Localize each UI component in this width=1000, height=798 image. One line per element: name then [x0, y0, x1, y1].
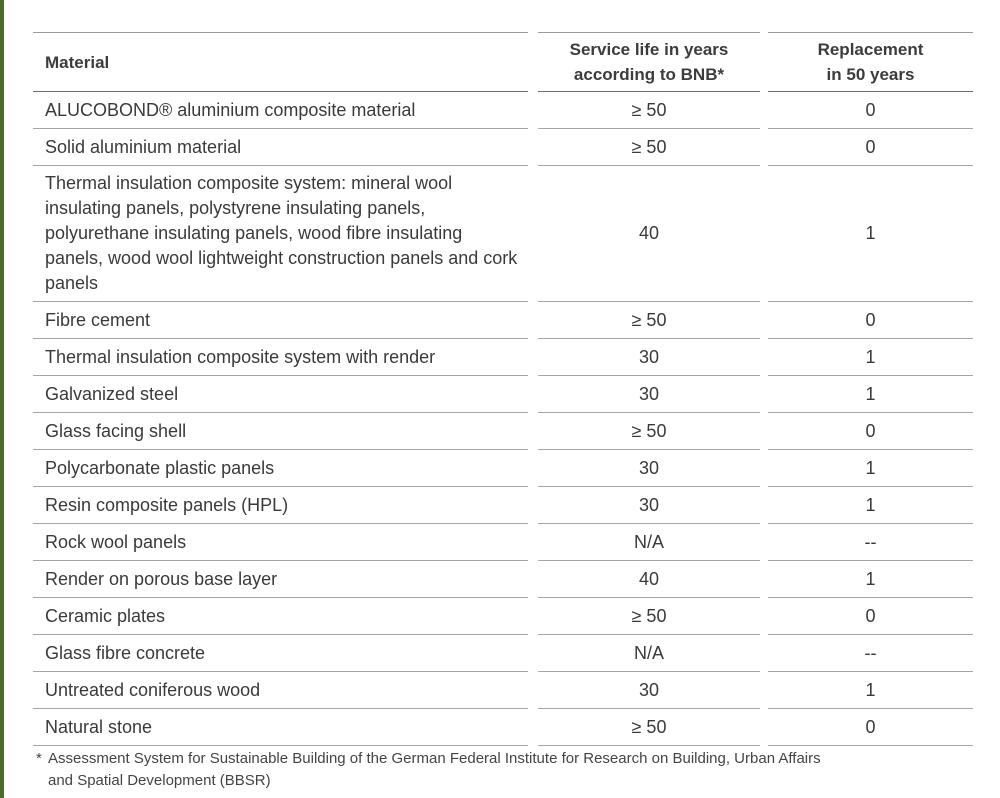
- table-header: [33, 32, 973, 92]
- replacement-cell: 1: [768, 672, 973, 709]
- replacement-cell: 1: [768, 450, 973, 487]
- table-row: [33, 302, 973, 339]
- header-replacement-line2: in 50 years: [826, 65, 915, 84]
- material-cell: Resin composite panels (HPL): [33, 487, 528, 524]
- table-row: [33, 166, 973, 302]
- replacement-cell: 1: [768, 339, 973, 376]
- replacement-cell: 0: [768, 129, 973, 166]
- service-life-cell: ≥ 50: [538, 92, 760, 129]
- header-material: [33, 32, 528, 92]
- service-life-cell: ≥ 50: [538, 302, 760, 339]
- service-life-cell: ≥ 50: [538, 709, 760, 746]
- replacement-cell: 1: [768, 166, 973, 302]
- table-row: [33, 635, 973, 672]
- material-cell: Rock wool panels: [33, 524, 528, 561]
- replacement-cell: 0: [768, 92, 973, 129]
- service-life-cell: ≥ 50: [538, 129, 760, 166]
- material-cell: Fibre cement: [33, 302, 528, 339]
- table-row: [33, 561, 973, 598]
- material-cell: ALUCOBOND® aluminium composite material: [33, 92, 528, 129]
- material-cell: Ceramic plates: [33, 598, 528, 635]
- replacement-cell: --: [768, 635, 973, 672]
- table-row: [33, 376, 973, 413]
- replacement-cell: 1: [768, 487, 973, 524]
- material-cell: Thermal insulation composite system with render: [33, 339, 528, 376]
- footnote: [36, 748, 956, 792]
- material-cell: Galvanized steel: [33, 376, 528, 413]
- left-accent-bar: [0, 0, 4, 798]
- service-life-table-container: [33, 32, 973, 746]
- service-life-cell: 30: [538, 487, 760, 524]
- footnote-marker: *: [36, 750, 42, 767]
- material-cell: Glass facing shell: [33, 413, 528, 450]
- replacement-cell: 0: [768, 598, 973, 635]
- table-row: [33, 672, 973, 709]
- service-life-cell: N/A: [538, 635, 760, 672]
- footnote-line2: and Spatial Development (BBSR): [48, 772, 271, 789]
- table-row: [33, 487, 973, 524]
- header-service-life: [538, 32, 760, 92]
- table-row: [33, 598, 973, 635]
- service-life-cell: N/A: [538, 524, 760, 561]
- header-service-life-line2: according to BNB*: [573, 65, 725, 84]
- material-cell: Render on porous base layer: [33, 561, 528, 598]
- header-replacement-line1: Replacement: [817, 40, 924, 59]
- service-life-cell: ≥ 50: [538, 413, 760, 450]
- table-row: [33, 129, 973, 166]
- replacement-cell: 1: [768, 561, 973, 598]
- table-body: [33, 92, 973, 746]
- table-row: [33, 413, 973, 450]
- table-row: [33, 709, 973, 746]
- service-life-cell: 30: [538, 672, 760, 709]
- material-cell: Glass fibre concrete: [33, 635, 528, 672]
- replacement-cell: 0: [768, 302, 973, 339]
- service-life-cell: 30: [538, 376, 760, 413]
- material-cell: Solid aluminium material: [33, 129, 528, 166]
- material-cell: Natural stone: [33, 709, 528, 746]
- footnote-line1: Assessment System for Sustainable Building of the German Federal Institute for Research on Building, Urban Affairs: [48, 750, 821, 767]
- service-life-cell: 30: [538, 339, 760, 376]
- table-row: [33, 339, 973, 376]
- service-life-cell: 40: [538, 561, 760, 598]
- header-material-label: Material: [45, 52, 110, 72]
- material-cell: Thermal insulation composite system: mineral wool insulating panels, polystyrene insulating panels, polyurethane insulating panels, wood fibre insulating panels, wood wool lightweight construction panels and cork panels: [33, 166, 528, 302]
- header-service-life-line1: Service life in years: [569, 40, 729, 59]
- table-row: [33, 450, 973, 487]
- material-cell: Untreated coniferous wood: [33, 672, 528, 709]
- table-row: [33, 92, 973, 129]
- header-replacement: [768, 32, 973, 92]
- replacement-cell: 1: [768, 376, 973, 413]
- service-life-table: [33, 32, 973, 746]
- table-row: [33, 524, 973, 561]
- service-life-cell: 30: [538, 450, 760, 487]
- service-life-cell: 40: [538, 166, 760, 302]
- replacement-cell: --: [768, 524, 973, 561]
- material-cell: Polycarbonate plastic panels: [33, 450, 528, 487]
- service-life-cell: ≥ 50: [538, 598, 760, 635]
- replacement-cell: 0: [768, 709, 973, 746]
- replacement-cell: 0: [768, 413, 973, 450]
